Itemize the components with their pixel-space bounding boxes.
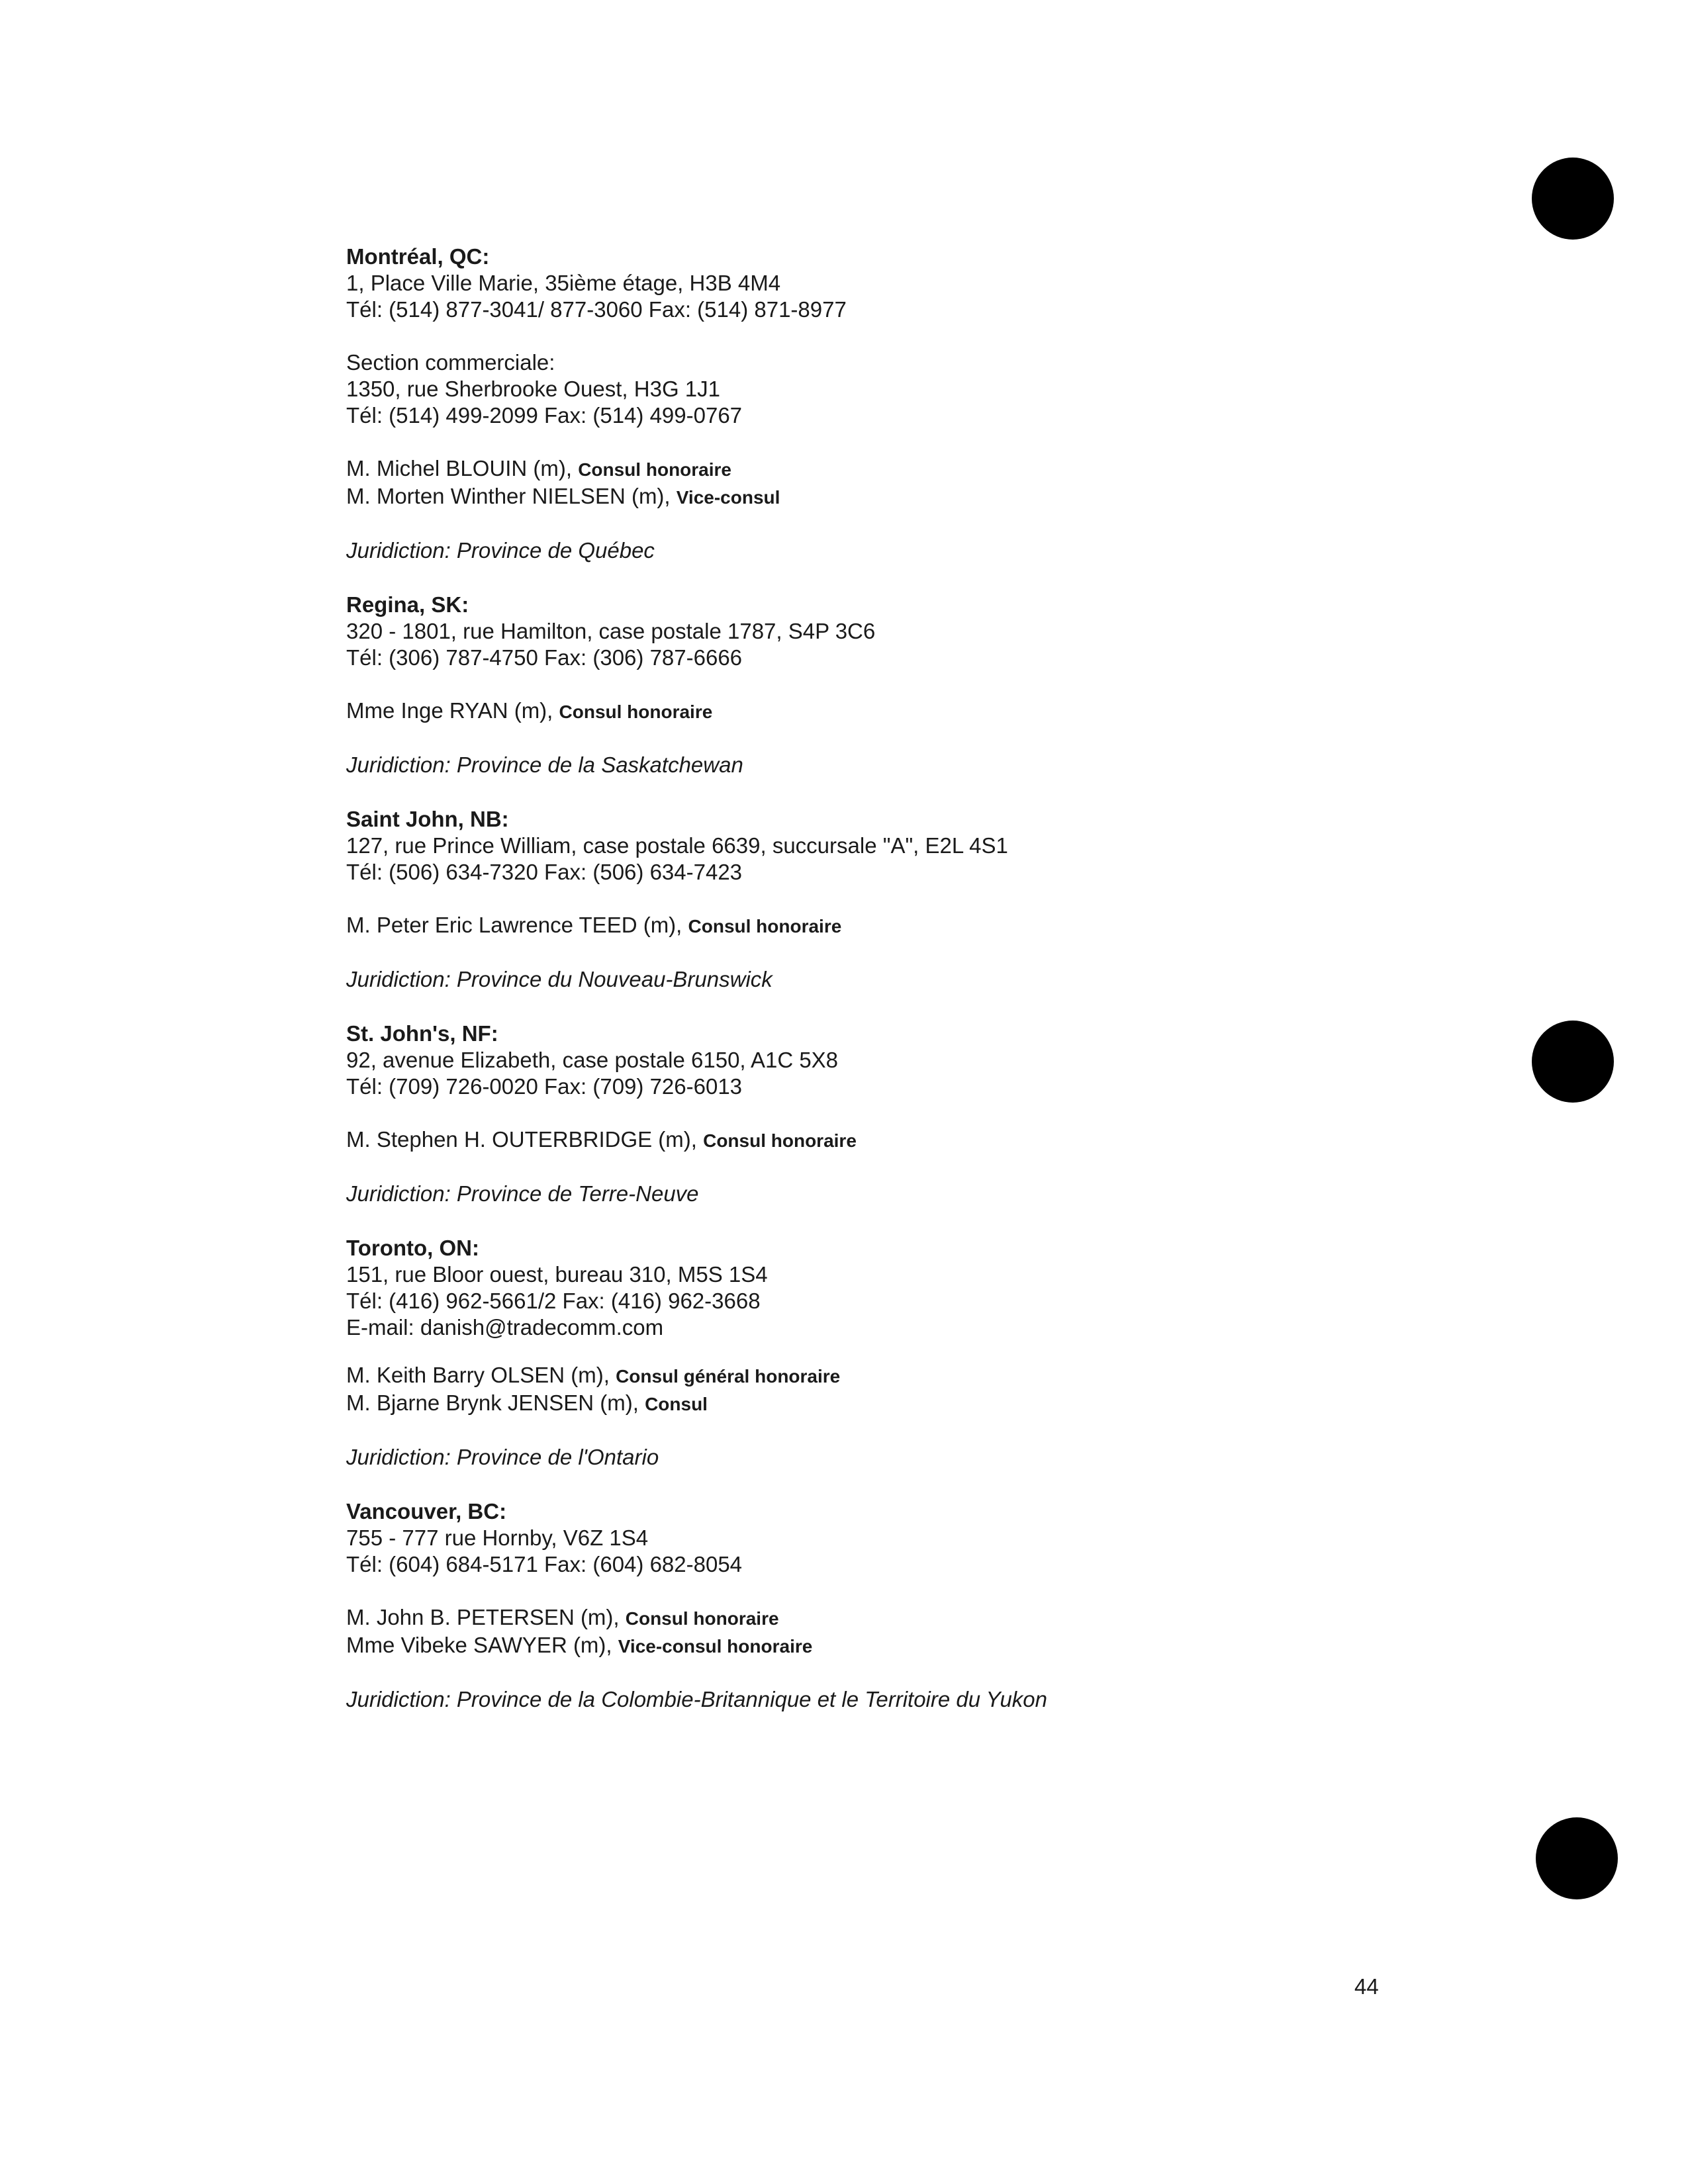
consul-person <box>346 1390 1524 1418</box>
consul-person <box>346 455 1524 483</box>
consul-person <box>346 912 1524 940</box>
punch-hole-top <box>1532 158 1614 240</box>
jurisdiction-line: Juridiction: Province de la Saskatchewan <box>346 752 743 777</box>
person-role: Vice-consul <box>676 487 780 508</box>
person-name: M. Bjarne Brynk JENSEN (m), <box>346 1390 645 1415</box>
punch-hole-bottom <box>1536 1817 1618 1899</box>
consulate-entry-saint-john <box>346 806 1524 1021</box>
jurisdiction-line: Juridiction: Province de Québec <box>346 538 655 563</box>
person-name: M. Michel BLOUIN (m), <box>346 456 579 480</box>
section-phone-fax-line: Tél: (514) 499-2099 Fax: (514) 499-0767 <box>346 403 743 428</box>
email-line: E-mail: danish@tradecomm.com <box>346 1315 664 1340</box>
consulate-city-title: Montréal, QC: <box>346 244 490 269</box>
address-line: 127, rue Prince William, case postale 6639, succursale "A", E2L 4S1 <box>346 833 1008 858</box>
consulate-entry-regina <box>346 592 1524 806</box>
jurisdiction-line: Juridiction: Province de la Colombie-Britannique et le Territoire du Yukon <box>346 1687 1048 1711</box>
person-role: Consul honoraire <box>559 702 713 722</box>
section-label: Section commerciale: <box>346 350 555 375</box>
person-name: Mme Vibeke SAWYER (m), <box>346 1633 618 1657</box>
address-line: 151, rue Bloor ouest, bureau 310, M5S 1S4 <box>346 1262 768 1287</box>
address-line: 1, Place Ville Marie, 35ième étage, H3B 4M4 <box>346 271 781 295</box>
jurisdiction-line: Juridiction: Province de Terre-Neuve <box>346 1181 699 1206</box>
person-role: Consul général honoraire <box>616 1366 841 1387</box>
page-number: 44 <box>1354 1974 1379 1999</box>
address-line: 320 - 1801, rue Hamilton, case postale 1787, S4P 3C6 <box>346 619 876 643</box>
consulate-entry-st-johns <box>346 1021 1524 1235</box>
phone-fax-line: Tél: (306) 787-4750 Fax: (306) 787-6666 <box>346 645 743 670</box>
consulate-entry-toronto <box>346 1235 1524 1498</box>
phone-fax-line: Tél: (514) 877-3041/ 877-3060 Fax: (514) 871-8977 <box>346 297 847 322</box>
person-name: M. Peter Eric Lawrence TEED (m), <box>346 913 688 937</box>
person-name: M. Keith Barry OLSEN (m), <box>346 1363 616 1387</box>
consulate-listing <box>346 244 1524 1713</box>
consul-person <box>346 1604 1524 1632</box>
jurisdiction-line: Juridiction: Province du Nouveau-Brunswick <box>346 967 773 991</box>
consulate-entry-montreal <box>346 244 1524 592</box>
punch-hole-middle <box>1532 1021 1614 1103</box>
consul-person <box>346 1126 1524 1154</box>
consul-person <box>346 483 1524 511</box>
consul-person <box>346 1632 1524 1660</box>
phone-fax-line: Tél: (604) 684-5171 Fax: (604) 682-8054 <box>346 1552 743 1576</box>
person-name: M. Morten Winther NIELSEN (m), <box>346 484 677 508</box>
phone-fax-line: Tél: (416) 962-5661/2 Fax: (416) 962-3668 <box>346 1289 761 1313</box>
jurisdiction-line: Juridiction: Province de l'Ontario <box>346 1445 659 1469</box>
consul-person <box>346 1362 1524 1390</box>
phone-fax-line: Tél: (506) 634-7320 Fax: (506) 634-7423 <box>346 860 743 884</box>
person-role: Consul <box>645 1394 708 1414</box>
address-line: 755 - 777 rue Hornby, V6Z 1S4 <box>346 1525 649 1550</box>
consulate-city-title: Vancouver, BC: <box>346 1499 507 1524</box>
person-name: Mme Inge RYAN (m), <box>346 698 559 723</box>
phone-fax-line: Tél: (709) 726-0020 Fax: (709) 726-6013 <box>346 1074 743 1099</box>
person-role: Vice-consul honoraire <box>618 1636 813 1657</box>
consulate-entry-vancouver <box>346 1498 1524 1713</box>
section-address-line: 1350, rue Sherbrooke Ouest, H3G 1J1 <box>346 377 720 401</box>
consulate-city-title: St. John's, NF: <box>346 1021 498 1046</box>
person-name: M. John B. PETERSEN (m), <box>346 1605 626 1629</box>
person-role: Consul honoraire <box>578 459 731 480</box>
consulate-city-title: Saint John, NB: <box>346 807 509 831</box>
consul-person <box>346 698 1524 725</box>
address-line: 92, avenue Elizabeth, case postale 6150, A1C 5X8 <box>346 1048 839 1072</box>
person-role: Consul honoraire <box>625 1608 779 1629</box>
person-role: Consul honoraire <box>688 916 842 936</box>
person-name: M. Stephen H. OUTERBRIDGE (m), <box>346 1127 704 1152</box>
consulate-city-title: Regina, SK: <box>346 592 469 617</box>
consulate-city-title: Toronto, ON: <box>346 1236 479 1260</box>
person-role: Consul honoraire <box>703 1130 857 1151</box>
